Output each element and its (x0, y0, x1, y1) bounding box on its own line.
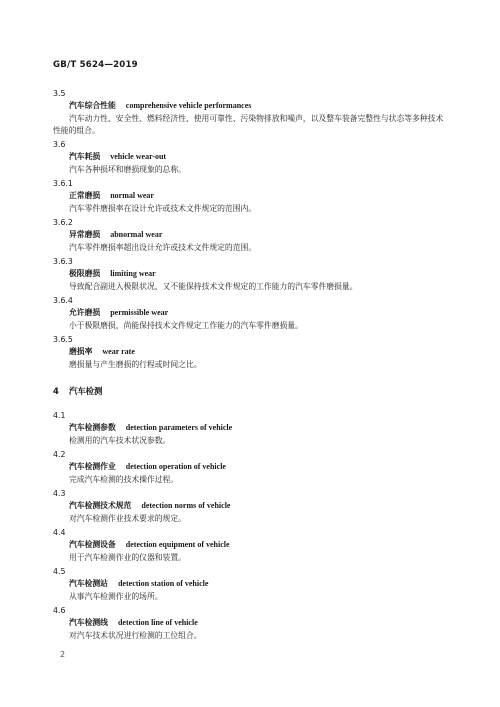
entry-term (53, 308, 449, 318)
entry-term (53, 191, 449, 201)
term-english: limiting wear (110, 269, 156, 278)
section-number: 4 (53, 386, 59, 396)
entry-definition: 小于极限磨损，尚能保持技术文件规定工作能力的汽车零件磨损量。 (69, 321, 303, 330)
standard-code-header: GB/T 5624—2019 (53, 60, 138, 70)
term-chinese: 汽车检测设备 (69, 540, 116, 549)
section-heading (53, 385, 449, 397)
entry-definition: 对汽车检测作业技术要求的规定。 (69, 514, 186, 523)
term-english: detection norms of vehicle (141, 501, 231, 510)
term-entry (53, 450, 449, 486)
entry-term (53, 423, 449, 433)
entry-term (53, 101, 449, 111)
section-title: 汽车检测 (68, 386, 103, 396)
entry-term (53, 152, 449, 162)
term-entry (53, 489, 449, 525)
term-english: normal wear (110, 191, 154, 200)
entry-number: 4.5 (53, 567, 66, 576)
entry-term (53, 501, 449, 511)
term-english: abnormal wear (110, 230, 163, 239)
term-entry (53, 218, 449, 254)
entry-definition: 导致配合副进入极限状况，又不能保持技术文件规定的工作能力的汽车零件磨损量。 (69, 282, 358, 291)
entry-term (53, 540, 449, 550)
entry-definition: 汽车动力性、安全性、燃料经济性、使用可靠性、污染物排放和噪声，以及整车装备完整性与状态等多种技术性能的组合。 (53, 114, 444, 135)
terms-group-wear (53, 89, 449, 371)
term-english: detection line of vehicle (117, 618, 198, 627)
term-chinese: 磨损率 (69, 347, 93, 356)
entry-number: 3.6.1 (53, 179, 73, 188)
entry-number: 4.6 (53, 606, 66, 615)
entry-number: 3.6.5 (53, 335, 73, 344)
term-english: vehicle wear-out (110, 152, 167, 161)
term-chinese: 汽车检测线 (69, 618, 108, 627)
term-english: detection parameters of vehicle (125, 423, 233, 432)
entry-definition: 汽车零件磨损率超出设计允许或技术文件规定的范围。 (69, 243, 257, 252)
term-chinese: 正常磨损 (69, 191, 101, 200)
entry-definition: 检测用的汽车技术状况参数。 (69, 436, 171, 445)
entry-number: 3.6.2 (53, 218, 73, 227)
term-entry (53, 528, 449, 564)
term-entry (53, 296, 449, 332)
term-entry (53, 606, 449, 642)
entry-term (53, 579, 449, 589)
term-entry (53, 257, 449, 293)
term-chinese: 汽车检测作业 (69, 462, 116, 471)
entry-definition: 磨损量与产生磨损的行程或时间之比。 (69, 360, 202, 369)
entry-number: 4.1 (53, 411, 66, 420)
entry-definition: 用于汽车检测作业的仪器和装置。 (69, 553, 186, 562)
entry-definition: 汽车零件磨损率在设计允许或技术文件规定的范围内。 (69, 204, 257, 213)
term-english: permissible wear (110, 308, 169, 317)
term-chinese: 异常磨损 (69, 230, 101, 239)
term-chinese: 汽车耗损 (69, 152, 101, 161)
entry-number: 3.5 (53, 89, 66, 98)
entry-term (53, 230, 449, 240)
term-english: comprehensive vehicle performances (125, 101, 252, 110)
term-chinese: 汽车综合性能 (69, 101, 116, 110)
term-entry (53, 179, 449, 215)
entry-term (53, 462, 449, 472)
entry-number: 3.6 (53, 140, 66, 149)
term-entry (53, 140, 449, 176)
entry-number: 4.3 (53, 489, 66, 498)
entry-number: 3.6.4 (53, 296, 73, 305)
term-chinese: 汽车检测参数 (69, 423, 116, 432)
entry-number: 4.4 (53, 528, 66, 537)
entry-number: 4.2 (53, 450, 66, 459)
term-entry (53, 411, 449, 447)
term-entry (53, 335, 449, 371)
entry-definition: 汽车各种损坏和磨损现象的总称。 (69, 165, 186, 174)
term-english: detection operation of vehicle (125, 462, 226, 471)
term-english: wear rate (102, 347, 135, 356)
entry-number: 3.6.3 (53, 257, 73, 266)
entry-term (53, 347, 449, 357)
terms-group-detection (53, 411, 449, 642)
entry-term (53, 618, 449, 628)
entry-term (53, 269, 449, 279)
term-chinese: 汽车检测技术规范 (69, 501, 132, 510)
term-english: detection station of vehicle (117, 579, 209, 588)
term-chinese: 允许磨损 (69, 308, 101, 317)
page-number: 2 (60, 650, 66, 659)
term-entry (53, 89, 449, 137)
entry-definition: 完成汽车检测的技术操作过程。 (69, 475, 179, 484)
term-entry (53, 567, 449, 603)
term-english: detection equipment of vehicle (125, 540, 230, 549)
entry-definition: 从事汽车检测作业的场所。 (69, 592, 163, 601)
document-body (53, 86, 449, 642)
entry-definition: 对汽车技术状况进行检测的工位组合。 (69, 631, 202, 640)
term-chinese: 汽车检测站 (69, 579, 108, 588)
term-chinese: 极限磨损 (69, 269, 101, 278)
